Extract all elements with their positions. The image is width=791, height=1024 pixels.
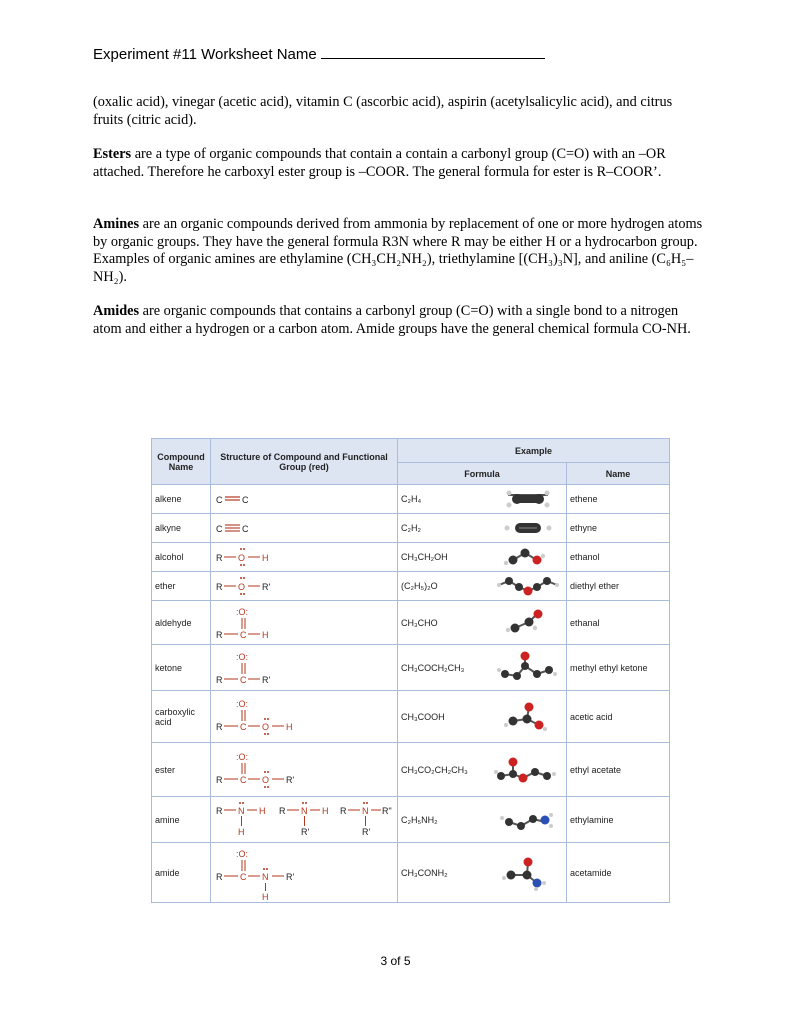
svg-text:C: C — [242, 524, 249, 534]
compound-name: alkyne — [152, 514, 211, 543]
formula-cell — [398, 843, 567, 903]
svg-text:R: R — [216, 805, 223, 816]
paragraph-amides — [93, 303, 703, 338]
table-row — [152, 645, 670, 691]
paragraph-amines — [93, 216, 703, 286]
table-row — [152, 743, 670, 797]
formula: C₂H₂ — [401, 523, 421, 533]
svg-text:R: R — [216, 582, 223, 592]
structure-alkyne — [211, 514, 398, 543]
paragraph-esters — [93, 146, 703, 181]
ethyl-acetate-model-image — [493, 752, 563, 788]
structure-ketone — [211, 645, 398, 691]
svg-text:H: H — [262, 891, 269, 901]
table-row — [152, 691, 670, 743]
formula: CH₃COOH — [401, 711, 445, 722]
formula-cell — [398, 485, 567, 514]
table-row — [152, 797, 670, 843]
example-name: acetamide — [567, 843, 670, 903]
page-number: 3 of 5 — [380, 954, 411, 968]
svg-text:R: R — [216, 871, 223, 882]
table-row — [152, 485, 670, 514]
svg-text:O: O — [262, 721, 270, 732]
svg-text:H: H — [262, 629, 269, 640]
structure-aldehyde — [211, 601, 398, 645]
example-name: diethyl ether — [567, 572, 670, 601]
header-compound-name: Compound Name — [152, 439, 211, 485]
compound-name: ketone — [152, 645, 211, 691]
paragraph-text: (oxalic acid), vinegar (acetic acid), vitamin C (ascorbic acid), aspirin (acetylsalicylic acid), and citrus fruits (citric acid). — [93, 94, 673, 128]
svg-text:R': R' — [362, 826, 371, 837]
formula: CH₃CHO — [401, 617, 438, 628]
svg-text::O:: :O: — [236, 606, 249, 617]
name-blank-line — [321, 46, 545, 59]
header-title: Experiment #11 Worksheet Name — [93, 46, 317, 63]
example-name: ethene — [567, 485, 670, 514]
svg-text:N: N — [262, 871, 269, 882]
example-name: ethanol — [567, 543, 670, 572]
formula: (C₂H₅)₂O — [401, 581, 438, 591]
svg-text:H: H — [259, 805, 266, 816]
svg-text:O: O — [262, 774, 270, 785]
structure-amine — [211, 797, 398, 843]
compound-name: aldehyde — [152, 601, 211, 645]
formula: CH₃COCH₂CH₃ — [401, 662, 465, 673]
formula: CH₃CO₂CH₂CH₃ — [401, 764, 468, 775]
svg-text::O:: :O: — [236, 751, 249, 762]
diethyl-ether-model-image — [493, 575, 563, 597]
ethanol-model-image — [493, 546, 563, 568]
ethylamine-model-image — [493, 806, 563, 834]
svg-text:C: C — [240, 774, 247, 785]
table-row — [152, 514, 670, 543]
svg-text:R': R' — [301, 826, 310, 837]
svg-text:O: O — [238, 582, 246, 592]
table-row — [152, 601, 670, 645]
formula-cell — [398, 601, 567, 645]
svg-text:C: C — [216, 495, 223, 505]
compound-name: amide — [152, 843, 211, 903]
example-name: methyl ethyl ketone — [567, 645, 670, 691]
ethanal-model-image — [493, 608, 563, 638]
structure-alcohol — [211, 543, 398, 572]
svg-text:H: H — [238, 826, 245, 837]
functional-groups-table — [151, 438, 670, 903]
header-formula: Formula — [398, 463, 567, 485]
acetamide-model-image — [493, 855, 563, 891]
structure-ester — [211, 743, 398, 797]
svg-text:C: C — [240, 629, 247, 640]
svg-text:O: O — [238, 553, 246, 563]
formula-cell — [398, 645, 567, 691]
compound-name: amine — [152, 797, 211, 843]
svg-text:N: N — [238, 805, 245, 816]
formula-cell — [398, 743, 567, 797]
header-structure: Structure of Compound and Functional Group (red) — [211, 439, 398, 485]
header-name: Name — [567, 463, 670, 485]
svg-text:R': R' — [262, 582, 271, 592]
formula-cell — [398, 691, 567, 743]
term-amides: Amides — [93, 303, 140, 319]
formula-cell — [398, 797, 567, 843]
methyl-ethyl-ketone-model-image — [493, 650, 563, 686]
svg-text::O:: :O: — [236, 848, 249, 859]
formula-cell — [398, 514, 567, 543]
svg-text:R: R — [216, 553, 223, 563]
ethene-model-image — [493, 489, 563, 509]
compound-name: ester — [152, 743, 211, 797]
svg-text:N: N — [301, 805, 308, 816]
formula-cell — [398, 543, 567, 572]
formula: C₂H₄ — [401, 494, 422, 504]
svg-text:C: C — [240, 871, 247, 882]
svg-text:C: C — [240, 721, 247, 732]
worksheet-header — [93, 46, 545, 63]
svg-text:H: H — [262, 553, 269, 563]
example-name: ethyne — [567, 514, 670, 543]
svg-text:C: C — [240, 674, 247, 685]
svg-text::O:: :O: — [236, 698, 249, 709]
compound-name: ether — [152, 572, 211, 601]
header-example: Example — [398, 439, 670, 463]
term-esters: Esters — [93, 146, 132, 162]
svg-text:H: H — [322, 805, 329, 816]
acetic-acid-model-image — [493, 699, 563, 735]
svg-text:R: R — [279, 805, 286, 816]
table-row — [152, 572, 670, 601]
svg-text:H: H — [286, 721, 293, 732]
svg-text:R: R — [340, 805, 347, 816]
compound-name: alcohol — [152, 543, 211, 572]
svg-text:C: C — [242, 495, 249, 505]
formula: CH₃CH₂OH — [401, 552, 448, 562]
svg-text:C: C — [216, 524, 223, 534]
structure-alkene — [211, 485, 398, 514]
table-row — [152, 843, 670, 903]
ethyne-model-image — [493, 518, 563, 538]
formula: CH₃CONH₂ — [401, 867, 448, 878]
svg-text:R': R' — [286, 871, 295, 882]
table-row — [152, 543, 670, 572]
paragraph-text: are an organic compounds derived from ammonia by replacement of one or more hydrogen atoms by organic groups. They have the general formula R3N where R may be either H or a hydrocarbon group. Examples of organic amines are ethylamine (CH₃CH₂NH₂), triethylamine [(CH₃)₃N], and aniline (C₆H₅–NH₂). — [93, 216, 703, 285]
paragraph-text: are a type of organic compounds that contain a contain a carbonyl group (C=O) with an –OR attached. Therefore he carboxyl ester group is –COOR. The general formula for ester is R–COOR’. — [93, 146, 666, 180]
structure-amide — [211, 843, 398, 903]
svg-text:R: R — [216, 629, 223, 640]
example-name: ethyl acetate — [567, 743, 670, 797]
compound-name: carboxylic acid — [152, 691, 211, 743]
paragraph-acids-continued — [93, 94, 703, 129]
example-name: ethylamine — [567, 797, 670, 843]
svg-text:R: R — [216, 674, 223, 685]
svg-text:R": R" — [382, 805, 392, 816]
formula-cell — [398, 572, 567, 601]
structure-carboxylic-acid — [211, 691, 398, 743]
svg-text:R: R — [216, 721, 223, 732]
term-amines: Amines — [93, 216, 140, 232]
formula: C₂H₅NH₂ — [401, 814, 438, 825]
svg-text::O:: :O: — [236, 651, 249, 662]
svg-text:N: N — [362, 805, 369, 816]
svg-text:R': R' — [262, 674, 271, 685]
compound-name: alkene — [152, 485, 211, 514]
svg-text:R': R' — [286, 774, 295, 785]
example-name: ethanal — [567, 601, 670, 645]
example-name: acetic acid — [567, 691, 670, 743]
svg-text:R: R — [216, 774, 223, 785]
structure-ether — [211, 572, 398, 601]
paragraph-text: are organic compounds that contains a carbonyl group (C=O) with a single bond to a nitrogen atom and either a hydrogen or a carbon atom. Amide groups have the general chemical formula CO-NH. — [93, 303, 691, 337]
